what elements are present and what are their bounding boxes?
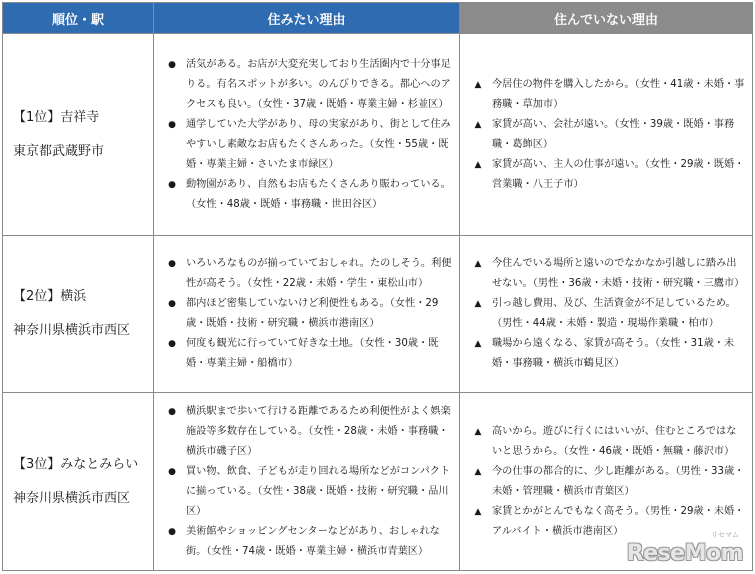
bullet-dot-icon: ● — [168, 259, 176, 269]
bullet-dot-icon: ● — [168, 406, 176, 417]
reason-text: 動物園があり、自然もお店もたくさんあり賑わっている。（女性・48歳・既婚・事務職・世田谷区） — [186, 178, 451, 210]
list-item — [468, 462, 746, 502]
reason-text: 今居住の物件を購入したから。（女性・41歳・未婚・事務職・草加市） — [492, 78, 745, 110]
reason-text: 都内ほど密集していないけど利便性もある。（女性・29歳・既婚・技術・研究職・横浜市港南区） — [186, 298, 439, 329]
triangle-icon: ▲ — [474, 426, 482, 437]
list-item — [468, 155, 746, 195]
reason-text: 今住んでいる場所と遠いのでなかなか引越しに踏み出せない。（男性・36歳・未婚・技術・研究職・三鷹市） — [492, 258, 745, 289]
triangle-icon: ▲ — [474, 339, 482, 349]
reason-text: 高いから。遊びに行くにはいいが、住むところではないと思うから。（女性・46歳・既婚・無職・藤沢市） — [492, 425, 737, 457]
triangle-icon: ▲ — [474, 79, 482, 90]
header-rank: 順位・駅 — [3, 3, 154, 34]
list-item — [468, 115, 746, 155]
reasons-table — [2, 2, 753, 571]
list-item — [468, 334, 746, 374]
not-live-reason-list — [460, 418, 752, 546]
not-live-reason-list — [460, 250, 752, 378]
triangle-icon: ▲ — [474, 259, 482, 269]
area-label: 神奈川県横浜市西区 — [13, 490, 131, 506]
bullet-dot-icon: ● — [168, 466, 176, 477]
list-item — [162, 402, 453, 462]
reason-text: 買い物、飲食、子どもが走り回れる場所などがコンパクトに揃っている。（女性・38歳・既婚・技術・研究職・品川区） — [186, 465, 451, 517]
list-item — [162, 334, 453, 374]
header-row — [3, 3, 753, 34]
table-row — [3, 34, 753, 236]
bullet-dot-icon: ● — [168, 59, 176, 70]
list-item — [468, 294, 746, 334]
live-reason-list — [154, 250, 459, 378]
reason-text: 家賃が高い、会社が遠い。（女性・39歳・既婚・事務職・葛飾区） — [492, 118, 735, 150]
live-reason-list — [154, 51, 459, 219]
triangle-icon: ▲ — [474, 506, 482, 517]
area-label: 神奈川県横浜市西区 — [13, 323, 131, 338]
bullet-dot-icon: ● — [168, 179, 176, 190]
reason-text: 家賃とかがとんでもなく高そう。（男性・29歳・未婚・アルバイト・横浜市港南区） — [492, 505, 745, 537]
table-row — [3, 236, 753, 393]
reason-text: 職場から遠くなる、家賃が高そう。（女性・31歳・未婚・事務職・横浜市鶴見区） — [492, 338, 735, 369]
not-live-reason-list — [460, 71, 752, 199]
not-live-reason-cell — [460, 236, 753, 393]
bullet-dot-icon: ● — [168, 119, 176, 130]
logo-kana: リセマム — [711, 531, 739, 539]
reason-text: 引っ越し費用、及び、生活資金が不足しているため。（男性・44歳・未婚・製造・現場作業職・柏市） — [492, 298, 736, 329]
live-reason-cell — [154, 393, 460, 571]
list-item — [162, 294, 453, 334]
area-label: 東京都武蔵野市 — [13, 143, 105, 159]
list-item — [468, 254, 746, 294]
list-item — [162, 254, 453, 294]
reason-text: 横浜駅まで歩いて行ける距離であるため利便性がよく娯楽施設等多数存在している。（女性・28歳・未婚・事務職・横浜市磯子区） — [186, 405, 451, 457]
list-item — [468, 75, 746, 115]
not-live-reason-cell — [460, 34, 753, 236]
header-live-reason: 住みたい理由 — [154, 3, 460, 34]
list-item — [162, 522, 453, 562]
rank-label: 【2位】横浜 — [13, 289, 87, 304]
header-not-live-reason: 住んでいない理由 — [460, 3, 753, 34]
list-item — [162, 462, 453, 522]
reason-text: 美術館やショッピングセンターなどがあり、おしゃれな街。（女性・74歳・既婚・専業主婦・横浜市青葉区） — [186, 525, 440, 557]
rank-cell — [3, 393, 154, 571]
rank-cell — [3, 34, 154, 236]
reason-text: 家賃が高い、主人の仕事が遠い。（女性・29歳・既婚・営業職・八王子市） — [492, 158, 745, 190]
live-reason-list — [154, 398, 459, 566]
triangle-icon: ▲ — [474, 119, 482, 130]
bullet-dot-icon: ● — [168, 299, 176, 309]
triangle-icon: ▲ — [474, 159, 482, 170]
rank-cell — [3, 236, 154, 393]
reason-text: いろいろなものが揃っていておしゃれ。たのしそう。利便性が高そう。（女性・22歳・未婚・学生・東松山市） — [186, 258, 452, 289]
bullet-dot-icon: ● — [168, 339, 176, 349]
list-item — [162, 55, 453, 115]
reason-text: 何度も観光に行っていて好きな土地。（女性・30歳・既婚・専業主婦・船橋市） — [186, 338, 439, 369]
triangle-icon: ▲ — [474, 299, 482, 309]
list-item — [162, 115, 453, 175]
resemom-logo: ReseMom — [626, 541, 743, 566]
reason-text: 通学していた大学があり、母の実家があり、街として住みやすいし素敵なお店もたくさんあった。（女性・55歳・既婚・専業主婦・さいたま市緑区） — [186, 118, 451, 170]
reason-text: 活気がある。お店が大変充実しており生活圏内で十分事足りる。有名スポットが多い。のんびりできる。都心へのアクセスも良い。（女性・37歳・既婚・専業主婦・杉並区） — [186, 58, 451, 110]
list-item — [468, 422, 746, 462]
reason-text: 今の仕事の都合的に、少し距離がある。（男性・33歳・未婚・管理職・横浜市青葉区） — [492, 465, 745, 497]
rank-label: 【3位】みなとみらい — [13, 456, 139, 472]
live-reason-cell — [154, 236, 460, 393]
rank-label: 【1位】吉祥寺 — [13, 109, 100, 125]
bullet-dot-icon: ● — [168, 526, 176, 537]
triangle-icon: ▲ — [474, 466, 482, 477]
list-item — [162, 175, 453, 215]
live-reason-cell — [154, 34, 460, 236]
list-item — [468, 502, 746, 542]
